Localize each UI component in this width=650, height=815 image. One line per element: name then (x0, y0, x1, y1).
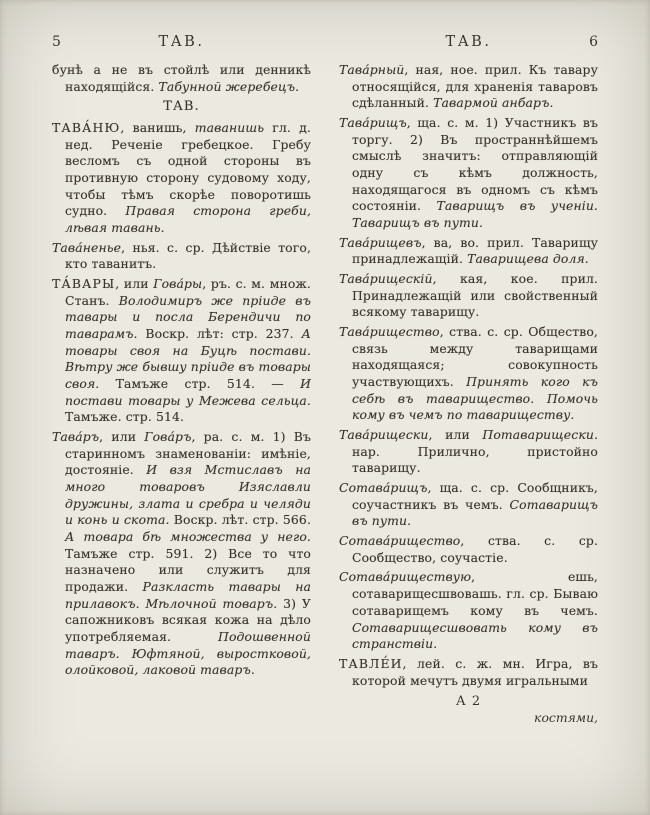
text-run: А товара бѣ множества у него. (65, 528, 311, 544)
text-run: Тава́рищъ (339, 115, 407, 131)
text-run: Тава́ненье (52, 239, 122, 255)
text-run: , или (428, 427, 483, 443)
text-run: бунѣ а не въ стойлѣ или денникѣ находящійся. (52, 62, 311, 94)
text-run: , кая, кое. прил. Принадлежащій или свойственный всякому таварищу. (352, 271, 598, 320)
entry-tavarishchestvo (339, 324, 598, 424)
text-run: Воскр. лѣт. стр. 566. (169, 512, 311, 528)
signature-mark: А 2 (455, 694, 482, 710)
text-run: ТА́ВАРЫ (52, 275, 116, 291)
text-run: , ства. с. ср. Общество, связь между таварищами находящаяся; совокупность участвующихъ. (352, 324, 598, 390)
text-run: Табунной жеребецъ. (158, 78, 300, 94)
text-run: А товары своя на Буцѣ постави. Вѣтру же бывшу пріиде въ товары своя. (65, 325, 311, 391)
text-run: Сотава́рищество (339, 533, 461, 549)
text-run: Тава́рищескій (339, 271, 433, 287)
text-run: Тава́рный (339, 62, 405, 77)
text-run: 3) У сапожниковъ всякая кожа на дѣло употребляемая. (65, 595, 311, 644)
text-run: таванишь (194, 119, 265, 135)
continuation-paragraph (52, 62, 311, 95)
text-run: Тамъже стр. 514. — (99, 375, 301, 391)
text-run: , или (115, 275, 154, 291)
text-run: , ства. с. ср. Сообщество, соучастіе. (352, 533, 598, 565)
page-number-left: 5 (52, 34, 61, 50)
text-run: Сотава́риществую (339, 569, 472, 585)
left-column (52, 34, 311, 725)
running-title-right: ТАВ. (445, 34, 492, 50)
section-heading (52, 98, 311, 115)
text-run: Правая сторона греби, лѣвая тавань. (65, 203, 311, 235)
left-column-header (52, 34, 311, 50)
entry-tavarnyy (339, 62, 598, 112)
right-column (339, 34, 598, 725)
text-run: Потаварищески (482, 427, 594, 443)
text-run: Сотаварищъ въ пути. (352, 496, 598, 529)
text-run: , ешь, сотаварищесшвовашь. гл. ср. Бываю сотаварищемъ кому въ чемъ. (352, 569, 598, 618)
left-column-text (52, 62, 311, 679)
text-run: Гова́ръ (144, 428, 192, 444)
text-run: Тамъже стр. 591. 2) Все то что назначено или служитъ для продажи. (65, 545, 311, 594)
text-run: , или (99, 428, 145, 444)
page-number-right: 6 (589, 34, 598, 50)
text-run: , ная, ное. прил. Къ тавару относящійся, для храненія таваровъ сдѣланный. (352, 62, 598, 111)
text-run: , ща. с. м. 1) Участникъ въ торгу. 2) Въ пространнѣйшемъ смыслѣ значитъ: отправляющій одну съ кѣмъ должность, находящагося въ одномъ съ кѣмъ состояніи. (352, 115, 598, 214)
text-run: гл. д. нед. Реченіе гребецкое. Гребу весломъ съ одной стороны въ противную сторону судовому ходу, чтобы тѣмъ скорѣе поворотишь судно. (65, 119, 311, 219)
text-run: ТАВЛЕ́И (339, 655, 403, 671)
text-run: , ва, во. прил. Таварищу принадлежащій. (352, 234, 598, 267)
text-run: Принять кого къ себѣ въ таварищество. Помочь кому въ чемъ по тавариществу. (352, 374, 598, 423)
entry-tavanenye (52, 240, 311, 273)
text-run: , нья. с. ср. Дѣйствіе того, кто таванитъ. (65, 239, 311, 272)
text-run: Тамъже. стр. 514. (65, 409, 185, 425)
text-run: Гова́ры (153, 275, 203, 291)
text-run: ТАВ. (163, 99, 200, 115)
two-column-layout (52, 34, 598, 725)
catchword: костями, (534, 710, 598, 726)
text-run: Сотава́рищъ (339, 480, 428, 496)
text-run: Тава́рищество (339, 324, 440, 340)
entry-sotavarishchestvuyu (339, 569, 598, 652)
text-run: Тава́ръ (52, 428, 100, 444)
text-run: , лей. с. ж. мн. Игра, въ которой мечутъ двумя игральными (352, 655, 598, 688)
text-run: Таварищъ въ ученіи. Таварищъ въ пути. (352, 198, 598, 231)
entry-tavarishcheskiy (339, 271, 598, 321)
text-run: , ра. с. м. 1) Въ старинномъ знаменованіи: имѣніе, достояніе. (65, 428, 311, 478)
entry-tavanyu (52, 120, 311, 237)
text-run: Тава́рищевъ (339, 234, 422, 250)
text-run: Володимиръ же пріиде въ тавары и посла Берендичи по таварамъ. (65, 292, 311, 341)
text-run: . нар. Прилично, пристойно таварищу. (352, 427, 598, 476)
running-title-left: ТАВ. (158, 34, 205, 50)
right-column-text (339, 62, 598, 689)
text-run: , ща. с. ср. Сообщникъ, соучастникъ въ чемъ. (352, 480, 598, 512)
text-run: И взя Мстиславъ на много товаровъ Изяславли дружины, злата и сребра и челяди и конь и скота. (65, 462, 311, 528)
text-run: , ръ. с. м. множ. Станъ. (65, 275, 311, 308)
entry-tavarishch (339, 115, 598, 232)
text-run: Разкласть тавары на прилавокъ. Мѣлочной товаръ. (65, 578, 311, 611)
entry-tavary (52, 276, 311, 426)
text-run: , ванишь, (120, 119, 195, 135)
entry-tavarishcheski (339, 427, 598, 477)
entry-sotavarishchestvo (339, 533, 598, 566)
text-run: Подошвенной таваръ. Юфтяной, выростковой, олойковой, лаковой таваръ. (65, 628, 311, 678)
entry-sotavarishch (339, 480, 598, 530)
right-column-header (339, 34, 598, 50)
entry-tavarishchev (339, 235, 598, 268)
text-run: ТАВА́НЮ (52, 119, 121, 135)
entry-tavlei (339, 656, 598, 689)
text-run: Тавармой анбаръ. (433, 95, 554, 111)
text-run: Тава́рищески (339, 427, 429, 443)
text-run: Воскр. лѣт: стр. 237. (137, 325, 302, 341)
text-run: Таварищева доля. (467, 251, 589, 267)
entry-tavar (52, 429, 311, 679)
text-run: И постави товары у Межева сельца. (65, 375, 311, 408)
text-run: Сотаварищесшвовать кому въ странствіи. (352, 619, 598, 652)
